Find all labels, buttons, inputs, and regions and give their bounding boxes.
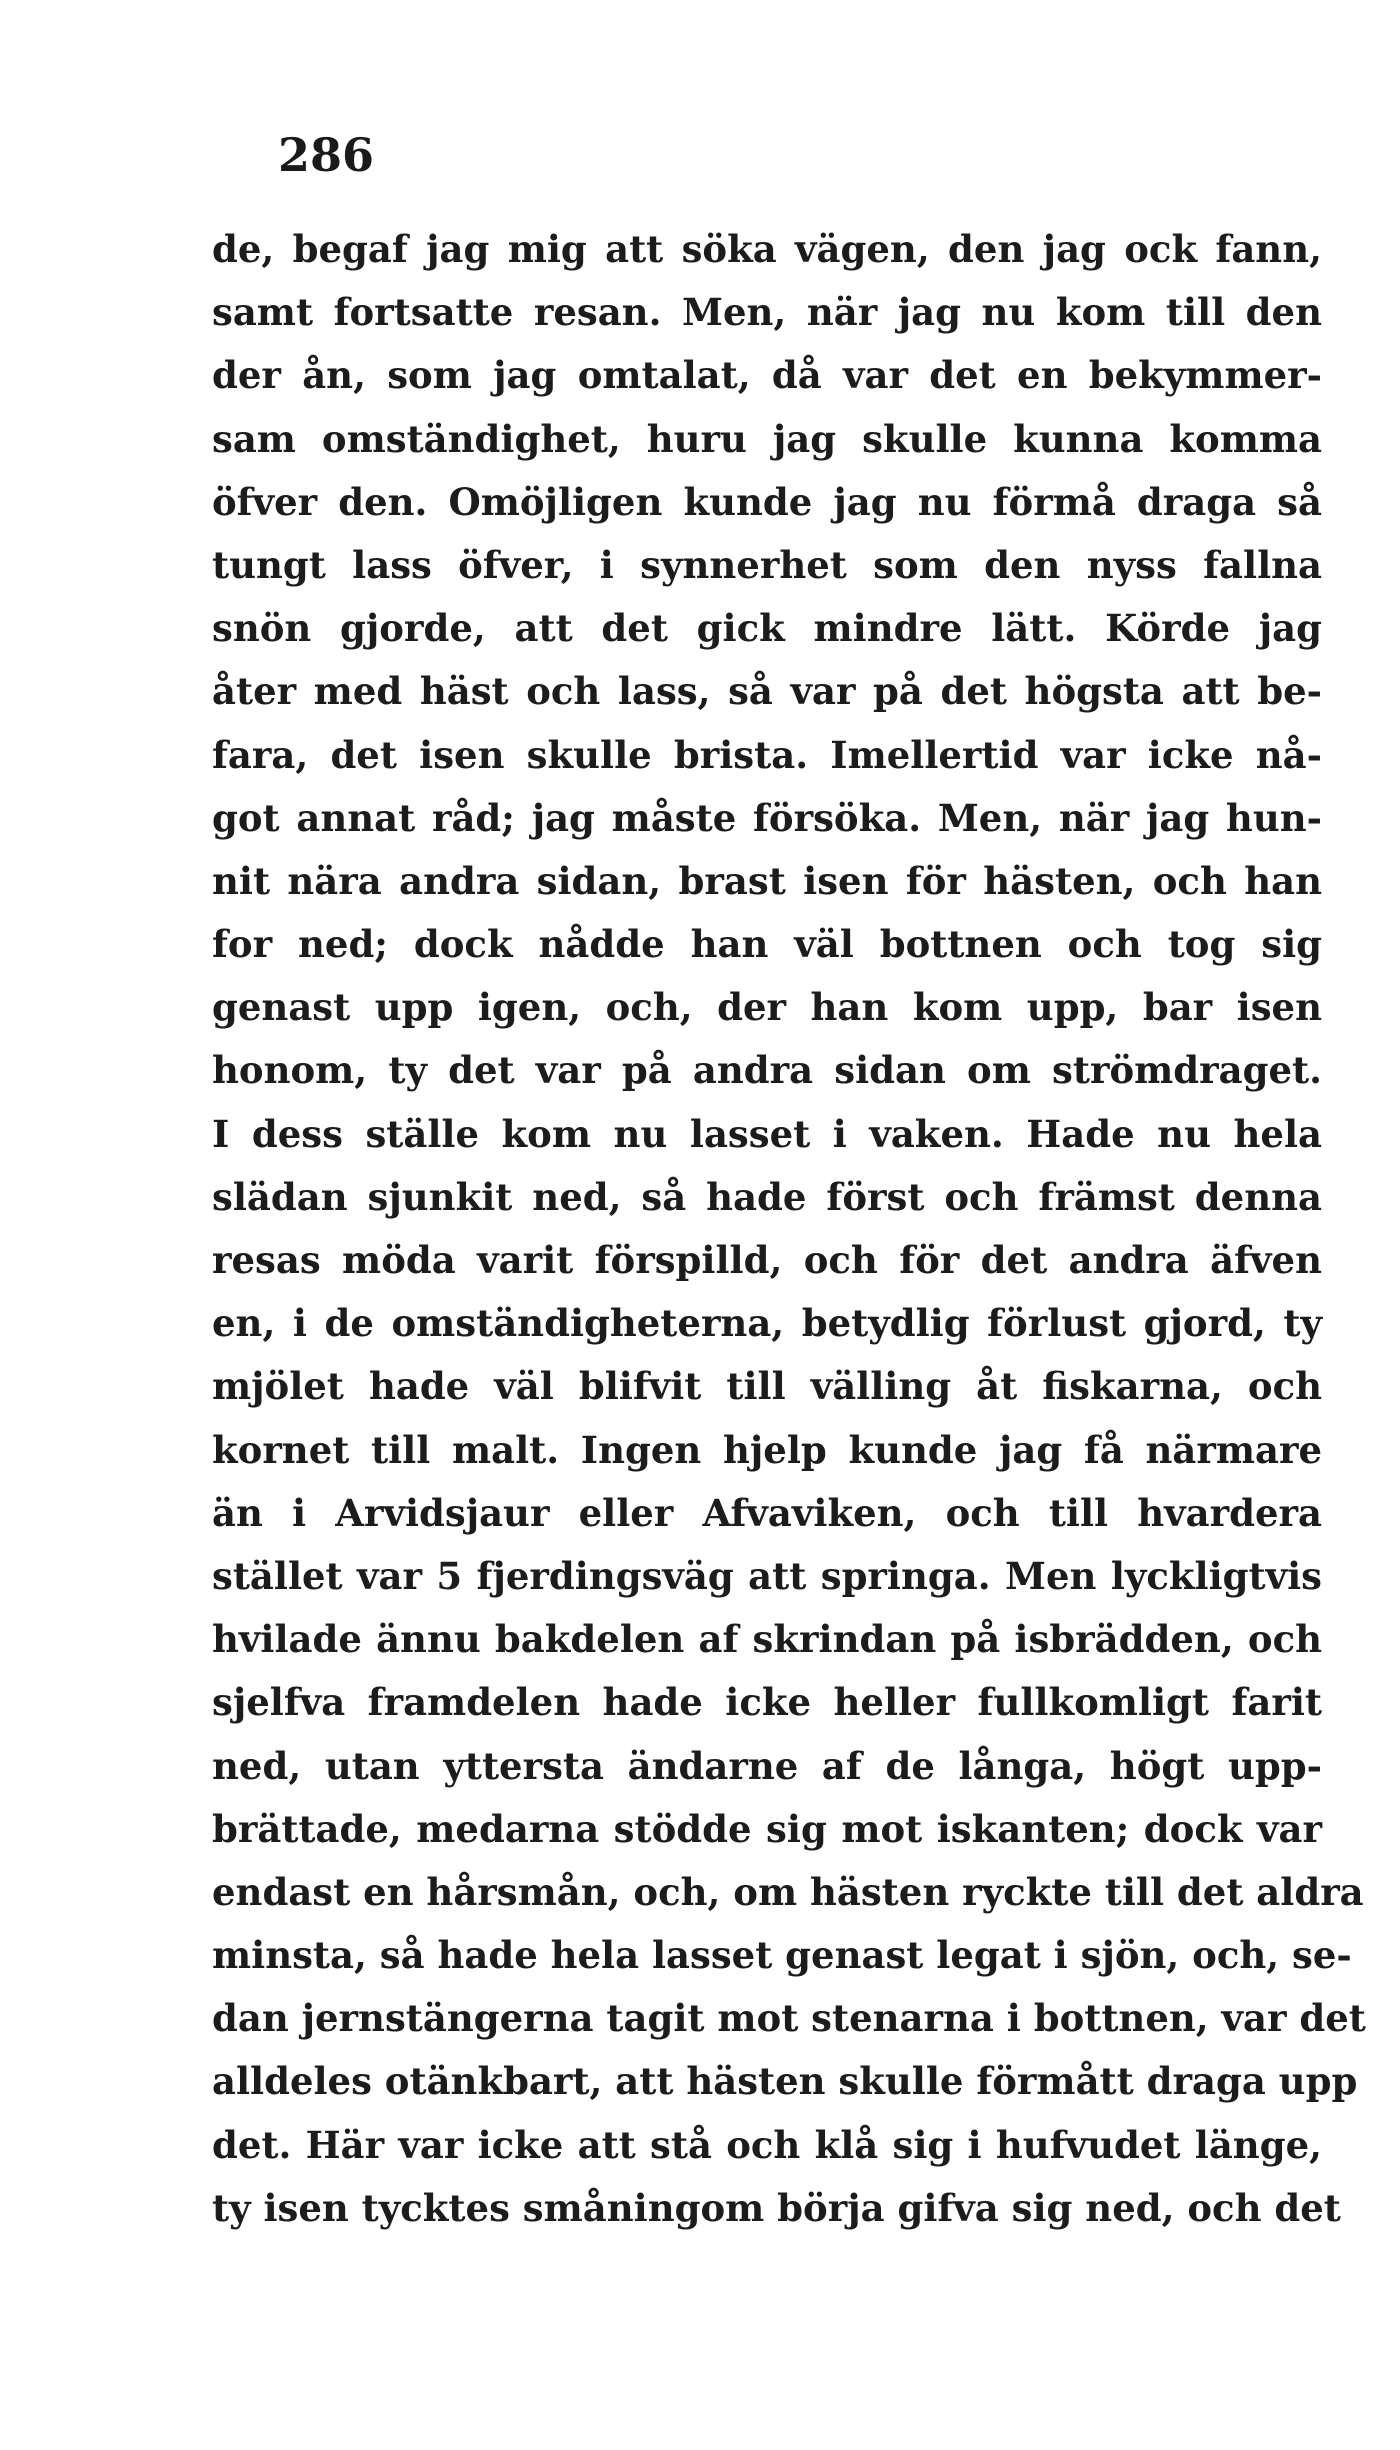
text-line: de, begaf jag mig att söka vägen, den jag ock fann, (212, 227, 1322, 271)
text-line: dan jernstängerna tagit mot stenarna i bottnen, var det (212, 1996, 1366, 2041)
text-line: sjelfva framdelen hade icke heller fullkomligt farit (212, 1680, 1322, 1725)
text-line: slädan sjunkit ned, så hade först och främst denna (212, 1174, 1322, 1219)
text-line: brättade, medarna stödde sig mot iskanten; dock var (212, 1806, 1322, 1851)
text-line: åter med häst och lass, så var på det högsta att be- (212, 669, 1322, 714)
text-line: for ned; dock nådde han väl bottnen och tog sig (212, 922, 1322, 967)
text-line: I dess ställe kom nu lasset i vaken. Hade nu hela (212, 1111, 1322, 1156)
text-line: hvilade ännu bakdelen af skrindan på isbrädden, och (212, 1617, 1322, 1662)
text-line: en, i de omständigheterna, betydlig förlust gjord, ty (212, 1301, 1322, 1346)
text-line: ned, utan yttersta ändarne af de långa, högt upp- (212, 1743, 1322, 1788)
text-line: det. Här var icke att stå och klå sig i hufvudet länge, (212, 2122, 1322, 2167)
text-line: ty isen tycktes småningom börja gifva sig ned, och det (212, 2185, 1341, 2230)
body-text (212, 218, 1366, 2240)
text-line: mjölet hade väl blifvit till välling åt fiskarna, och (212, 1364, 1322, 1409)
text-line: än i Arvidsjaur eller Afvaviken, och till hvardera (212, 1490, 1322, 1535)
text-line: öfver den. Omöjligen kunde jag nu förmå draga så (212, 479, 1322, 524)
text-line: minsta, så hade hela lasset genast legat i sjön, och, se- (212, 1933, 1352, 1978)
page-number: 286 (278, 128, 375, 182)
text-line: sam omständighet, huru jag skulle kunna komma (212, 416, 1322, 461)
text-line: alldeles otänkbart, att hästen skulle förmått draga upp (212, 2059, 1358, 2104)
text-line: resas möda varit förspilld, och för det andra äfven (212, 1238, 1322, 1282)
text-line: got annat råd; jag måste försöka. Men, när jag hun- (212, 795, 1322, 840)
text-line: tungt lass öfver, i synnerhet som den nyss fallna (212, 542, 1322, 587)
text-line: der ån, som jag omtalat, då var det en bekymmer- (212, 353, 1322, 398)
text-line: fara, det isen skulle brista. Imellertid var icke nå- (212, 732, 1322, 777)
text-line: honom, ty det var på andra sidan om strömdraget. (212, 1048, 1322, 1093)
text-line: endast en hårsmån, och, om hästen ryckte till det aldra (212, 1869, 1364, 1914)
text-line: snön gjorde, att det gick mindre lätt. Körde jag (212, 606, 1322, 651)
text-line: genast upp igen, och, der han kom upp, bar isen (212, 985, 1322, 1030)
text-line: stället var 5 fjerdingsväg att springa. Men lyckligtvis (212, 1553, 1322, 1598)
text-line: kornet till malt. Ingen hjelp kunde jag få närmare (212, 1427, 1322, 1472)
text-line: samt fortsatte resan. Men, när jag nu kom till den (212, 290, 1322, 335)
text-line: nit nära andra sidan, brast isen för hästen, och han (212, 858, 1322, 903)
